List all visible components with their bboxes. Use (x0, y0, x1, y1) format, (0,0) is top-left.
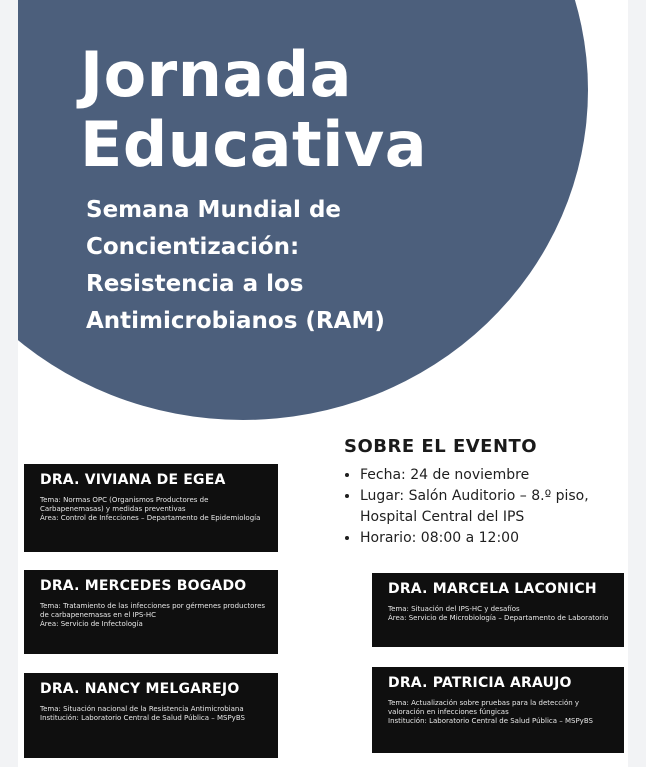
speaker-card (24, 570, 278, 654)
event-details-list (344, 465, 624, 549)
about-event-section (344, 436, 624, 549)
speaker-card (372, 667, 624, 753)
event-time: • Horario: 08:00 a 12:00 (360, 528, 624, 549)
about-heading: SOBRE EL EVENTO (344, 436, 538, 457)
speaker-topic: Tema: Normas OPC (Organismos Productores de Carbapenemasas) y medidas preventivas (40, 496, 209, 513)
speaker-card (372, 573, 624, 647)
speaker-name: DRA. NANCY MELGAREJO (40, 681, 240, 697)
title-line-1: Jornada (80, 38, 352, 111)
speaker-topic: Tema: Situación nacional de la Resistencia Antimicrobiana (40, 705, 244, 713)
subtitle-line-1: Semana Mundial de (86, 197, 342, 223)
speaker-affiliation: Área: Servicio de Microbiología – Departamento de Laboratorio (388, 614, 609, 622)
speaker-affiliation: Institución: Laboratorio Central de Salud Pública – MSPyBS (40, 714, 245, 722)
speaker-card (24, 673, 278, 758)
speaker-affiliation: Área: Servicio de Infectología (40, 620, 143, 628)
speaker-name: DRA. MARCELA LACONICH (388, 581, 597, 597)
title-line-2: Educativa (80, 108, 428, 181)
page-subtitle (86, 192, 446, 340)
speaker-topic: Tema: Actualización sobre pruebas para la detección y valoración en infecciones fúngicas (388, 699, 580, 716)
event-poster (18, 0, 628, 767)
speaker-name: DRA. VIVIANA DE EGEA (40, 472, 226, 488)
speaker-topic: Tema: Tratamiento de las infecciones por gérmenes productores de carbapenemasas en el IPS-HC (40, 602, 266, 619)
event-date: • Fecha: 24 de noviembre (360, 465, 624, 486)
speaker-name: DRA. MERCEDES BOGADO (40, 578, 247, 594)
subtitle-line-4: Antimicrobianos (RAM) (86, 308, 385, 334)
speaker-topic: Tema: Situación del IPS-HC y desafíos (388, 605, 520, 613)
subtitle-line-2: Concientización: (86, 234, 300, 260)
page-title (80, 40, 427, 180)
speaker-name: DRA. PATRICIA ARAUJO (388, 675, 572, 691)
subtitle-line-3: Resistencia a los (86, 271, 304, 297)
speaker-affiliation: Área: Control de Infecciones – Departamento de Epidemiología (40, 514, 261, 522)
speaker-card (24, 464, 278, 552)
speaker-affiliation: Institución: Laboratorio Central de Salud Pública – MSPyBS (388, 717, 593, 725)
event-location: • Lugar: Salón Auditorio – 8.º piso, Hospital Central del IPS (360, 486, 624, 528)
